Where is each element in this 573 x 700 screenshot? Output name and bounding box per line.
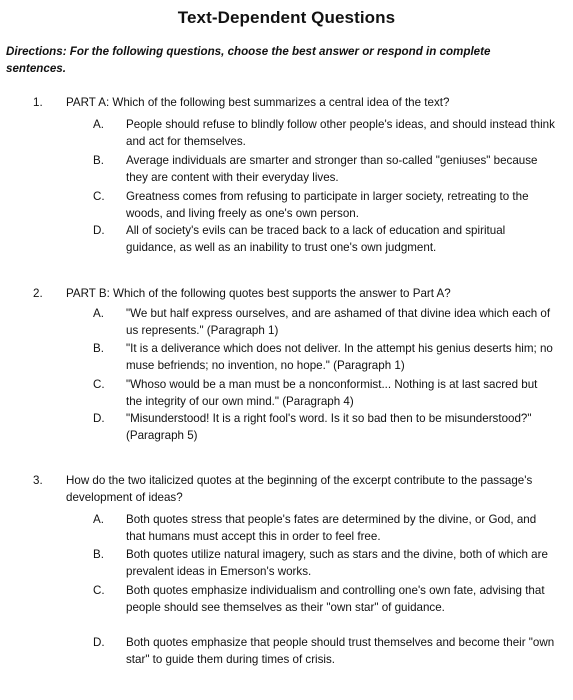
option-letter: B.	[93, 548, 104, 561]
option-text: Both quotes emphasize that people should trust themselves and become their "own star" to guide them during times of crisis.	[126, 636, 555, 667]
question-number: 2.	[33, 287, 43, 300]
option-text: Both quotes utilize natural imagery, such as stars and the divine, both of which are prevalent ideas in Emerson's works.	[126, 548, 548, 579]
option-letter: C.	[93, 190, 105, 203]
question-prompt: PART B: Which of the following quotes best supports the answer to Part A?	[66, 287, 451, 300]
option-text: "It is a deliverance which does not deliver. In the attempt his genius deserts him; no muse befriends; no invention, no hope." (Paragraph 1)	[126, 342, 553, 373]
option-letter: A.	[93, 513, 104, 526]
page-title: Text-Dependent Questions	[177, 8, 396, 27]
option-letter: B.	[93, 154, 104, 167]
option-text: Both quotes stress that people's fates are determined by the divine, or God, and that humans must accept this in order to feel free.	[126, 513, 537, 544]
option-text: "Whoso would be a man must be a nonconformist... Nothing is at last sacred but the integrity of our own mind." (Paragraph 4)	[126, 378, 538, 409]
option-letter: A.	[93, 307, 104, 320]
option-letter: C.	[93, 378, 105, 391]
option-text: "Misunderstood! It is a right fool's word. Is it so bad then to be misunderstood?" (Paragraph 5)	[126, 412, 532, 443]
option-text: Greatness comes from refusing to participate in larger society, retreating to the woods, and living freely as one's own person.	[126, 190, 529, 221]
question-prompt: How do the two italicized quotes at the beginning of the excerpt contribute to the passage's development of ideas?	[66, 474, 533, 505]
option-letter: D.	[93, 412, 105, 425]
directions-text: Directions: For the following questions, choose the best answer or respond in complete sentences.	[6, 45, 491, 75]
option-letter: D.	[93, 636, 105, 649]
option-letter: B.	[93, 342, 104, 355]
question-prompt: PART A: Which of the following best summarizes a central idea of the text?	[66, 96, 450, 109]
option-letter: A.	[93, 118, 104, 131]
option-text: People should refuse to blindly follow other people's ideas, and should instead think and act for themselves.	[126, 118, 555, 149]
option-letter: C.	[93, 584, 105, 597]
option-text: "We but half express ourselves, and are ashamed of that divine idea which each of us represents." (Paragraph 1)	[126, 307, 551, 338]
question-number: 3.	[33, 474, 43, 487]
option-letter: D.	[93, 224, 105, 237]
option-text: Both quotes emphasize individualism and controlling one's own fate, advising that people should see themselves as their "own star" of guidance.	[126, 584, 545, 615]
option-text: Average individuals are smarter and stronger than so-called "geniuses" because they are content with their everyday lives.	[126, 154, 538, 185]
question-number: 1.	[33, 96, 43, 109]
option-text: All of society's evils can be traced back to a lack of education and spiritual guidance, as well as an inability to trust one's own judgment.	[126, 224, 506, 255]
